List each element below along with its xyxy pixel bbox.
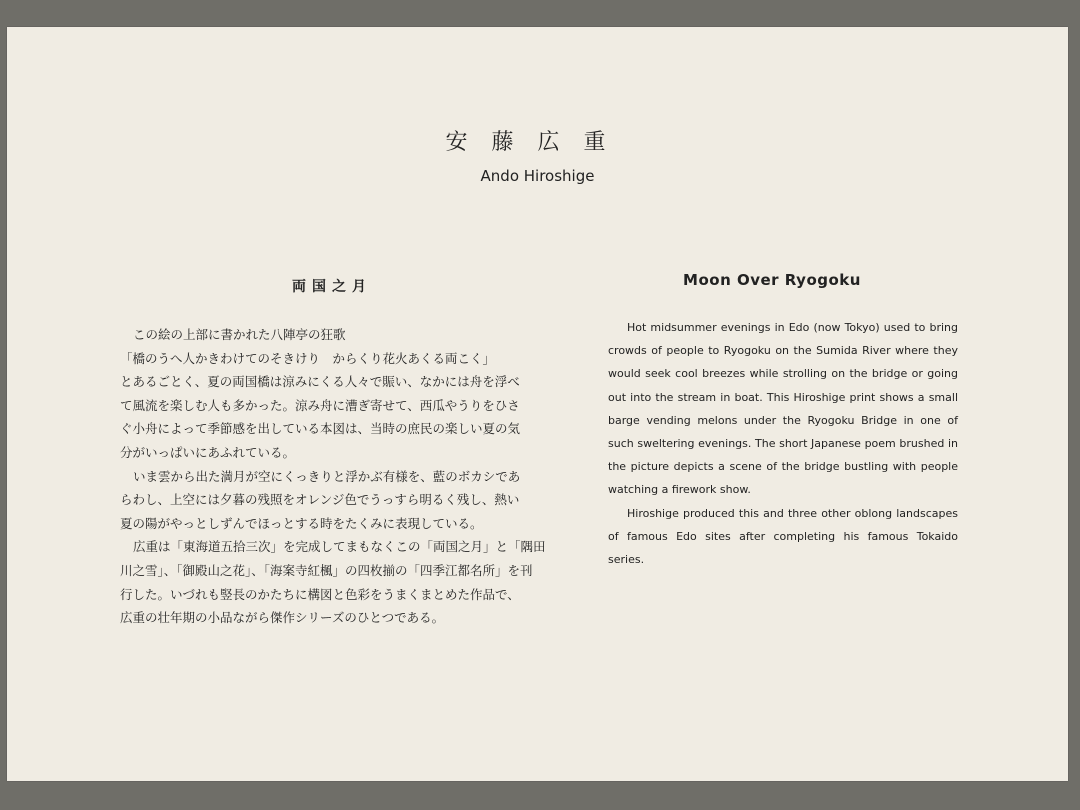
japanese-section-heading: 両国之月 — [292, 279, 372, 295]
japanese-line: て風流を楽しむ人も多かった。涼み舟に漕ぎ寄せて、西瓜やうりをひさ — [120, 397, 520, 413]
japanese-line: 広重の壮年期の小品ながら傑作シリーズのひとつである。 — [120, 610, 445, 626]
document-page — [7, 27, 1068, 781]
japanese-line: 川之雪」、「御殿山之花」、「海案寺紅楓」の四枚揃の「四季江都名所」を刊 — [120, 562, 533, 578]
japanese-line: 行した。いづれも竪長のかたちに構図と色彩をうまくまとめた作品で、 — [120, 586, 520, 602]
english-section-heading: Moon Over Ryogoku — [683, 271, 861, 289]
japanese-line: ぐ小舟によって季節感を出している本図は、当時の庶民の楽しい夏の気 — [120, 421, 521, 437]
japanese-line: 夏の陽がやっとしずんでほっとする時をたくみに表現している。 — [120, 515, 483, 531]
japanese-line: 分がいっぱいにあふれている。 — [120, 444, 296, 460]
english-paragraph: Hot midsummer evenings in Edo (now Tokyo) used to bring crowds of people to Ryogoku on the Sumida River where they would seek cool breezes while strolling on the bridge or going out into the stream in boat. This Hiroshige print shows a small barge vending melons under the Ryogoku Bridge in one of such sweltering evenings. The short Japanese poem brushed in the picture depicts a scene of the bridge bustling with people watching a firework show. — [608, 321, 958, 497]
page-title-english: Ando Hiroshige — [480, 167, 595, 185]
japanese-line: この絵の上部に書かれた八陣亭の狂歌 — [133, 327, 346, 342]
english-description — [608, 316, 958, 571]
japanese-line: 「橋のうへ人かきわけてのそきけり からくり花火あくる両こく」 — [120, 350, 496, 366]
english-paragraph: Hiroshige produced this and three other oblong landscapes of famous Edo sites after completing his famous Tokaido series. — [608, 506, 958, 567]
japanese-line: らわし、上空には夕暮の残照をオレンジ色でうっすら明るく残し、熱い — [120, 492, 520, 508]
japanese-line: いま雲から出た満月が空にくっきりと浮かぶ有様を、藍のボカシであ — [133, 468, 521, 484]
page-title-japanese: 安藤広重 — [445, 130, 630, 155]
japanese-description — [120, 323, 560, 630]
japanese-line: 広重は「東海道五拾三次」を完成してまもなくこの「両国之月」と「隅田 — [133, 539, 546, 555]
japanese-line: とあるごとく、夏の両国橋は涼みにくる人々で賑い、なかには舟を浮べ — [120, 374, 520, 390]
